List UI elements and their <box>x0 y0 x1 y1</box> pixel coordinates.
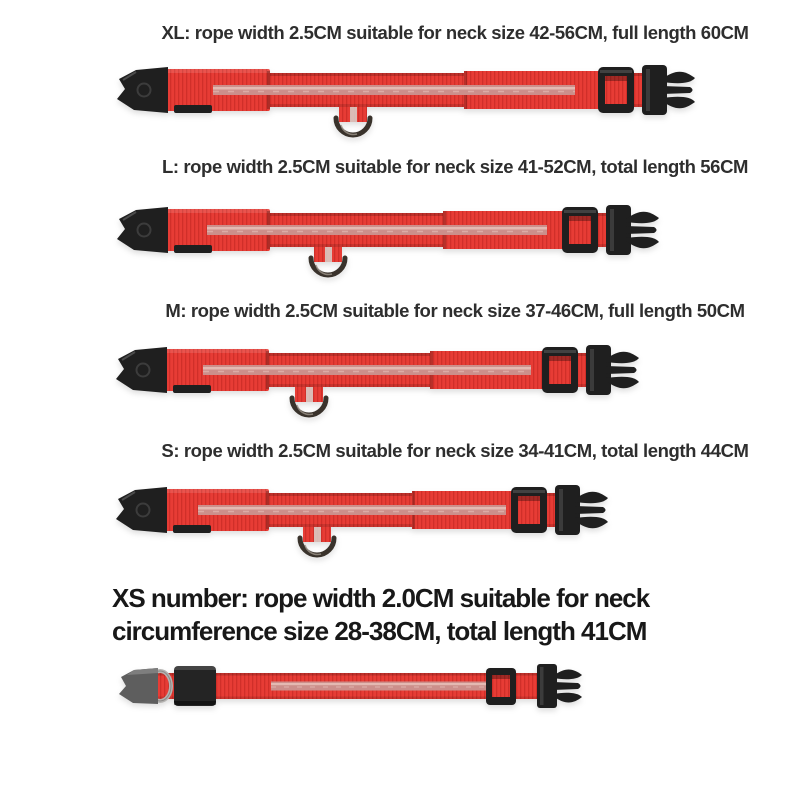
size-label-xl: XL: rope width 2.5CM suitable for neck size 42-56CM, full length 60CM <box>161 22 749 43</box>
size-label-m: M: rope width 2.5CM suitable for neck size 37-46CM, full length 50CM <box>165 300 745 321</box>
collar-image-s <box>113 475 611 590</box>
size-label-xs-line2: circumference size 28-38CM, total length 41CM <box>112 616 647 646</box>
size-label-l: L: rope width 2.5CM suitable for neck size 41-52CM, total length 56CM <box>161 156 749 177</box>
size-label-xs <box>112 582 752 648</box>
collar-image-xs <box>116 651 585 726</box>
size-label-s: S: rope width 2.5CM suitable for neck size 34-41CM, total length 44CM <box>161 440 749 461</box>
size-label-xs-line1: XS number: rope width 2.0CM suitable for neck <box>112 583 650 613</box>
collar-image-m <box>113 335 642 450</box>
collar-image-l <box>114 195 662 310</box>
